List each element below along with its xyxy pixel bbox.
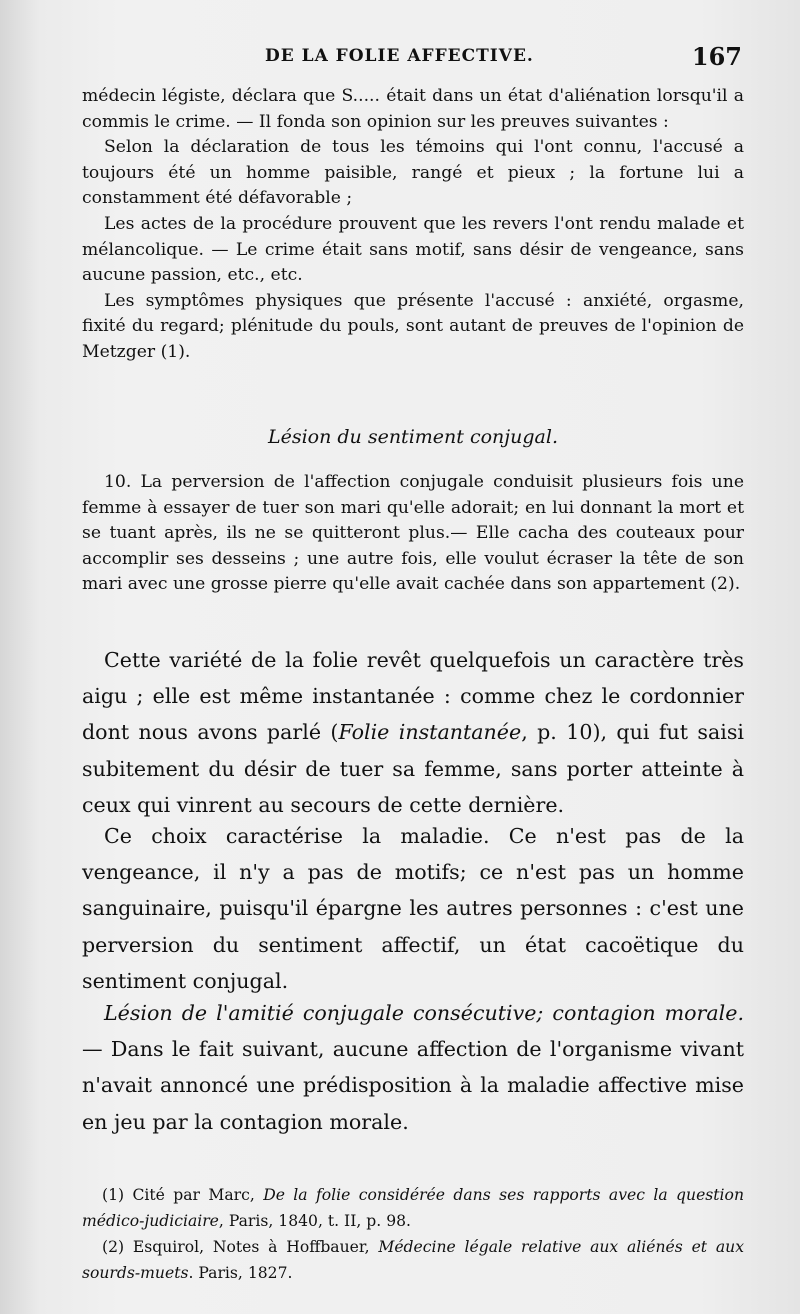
text-run: Cette variété de la folie revêt quelquefois un caractère très aigu ; elle est même instantanée : comme chez le cordonnier dont nous avons parlé ( [82,648,744,745]
italic-subheading: Lésion de l'amitié conjugale consécutive; contagion morale. [104,1001,744,1025]
footnote-title: De la folie considérée dans ses rapports avec la question médico-judiciaire [82,1186,744,1230]
italic-reference: Folie instantanée [338,720,522,745]
page-number: 167 [691,42,742,71]
paragraph: Ce choix caractérise la maladie. Ce n'est pas de la vengeance, il n'y a pas de motifs; ce n'est pas un homme sanguinaire, puisqu'il épargne les autres personnes : c'est une perversion du sentiment affectif, un état cacoëtique du sentiment conjugal. [82,824,744,993]
footnotes [82,1182,744,1286]
footnote-1 [82,1182,744,1234]
paragraph: médecin légiste, déclara que S..... était dans un état d'aliénation lorsqu'il a commis le crime. — Il fonda son opinion sur les preuves suivantes : [82,86,744,132]
running-head: DE LA FOLIE AFFECTIVE. [265,46,534,66]
body-block-2 [82,818,744,999]
footnote-title: Médecine légale relative aux aliénés et aux sourds-muets [82,1238,744,1282]
case-block [82,470,744,598]
footnote-2 [82,1234,744,1286]
text-run: , p. 10), qui fut saisi subitement du désir de tuer sa femme, sans porter atteinte à ceux qui vinrent au secours de cette dernière. [82,720,744,817]
paragraph [82,642,744,823]
body-block-3 [82,995,744,1140]
footnote-text: . Paris, 1827. [188,1264,293,1282]
footnote-text: , Paris, 1840, t. II, p. 98. [218,1212,411,1230]
paragraph: Les actes de la procédure prouvent que les revers l'ont rendu malade et mélancolique. — Le crime était sans motif, sans désir de vengeance, sans aucune passion, etc., etc. [82,213,744,286]
text-run: — Dans le fait suivant, aucune affection de l'organisme vivant n'avait annoncé une prédisposition à la maladie affective mise en jeu par la contagion morale. [82,1037,744,1134]
case-paragraph: 10. La perversion de l'affection conjugale conduisit plusieurs fois une femme à essayer de tuer son mari qu'elle adorait; en lui donnant la mort et se tuant après, ils ne se quitteront plus.— Elle cacha des couteaux pour accomplir ses desseins ; une autre fois, elle voulut écraser la tête de son mari avec une grosse pierre qu'elle avait cachée dans son appartement (2). [82,472,744,595]
footnote-text: (1) Cité par Marc, [102,1186,264,1204]
body-block-1 [82,642,744,823]
footnote-text: (2) Esquirol, Notes à Hoffbauer, [102,1238,379,1256]
testimony-block [82,84,744,366]
page-header [80,42,742,82]
paragraph: Les symptômes physiques que présente l'accusé : anxiété, orgasme, fixité du regard; plénitude du pouls, sont autant de preuves de l'opinion de Metzger (1). [82,290,744,362]
paragraph: Selon la déclaration de tous les témoins qui l'ont connu, l'accusé a toujours été un homme paisible, rangé et pieux ; la fortune lui a constamment été défavorable ; [82,137,744,209]
section-heading: Lésion du sentiment conjugal. [267,426,558,448]
paragraph [82,995,744,1140]
